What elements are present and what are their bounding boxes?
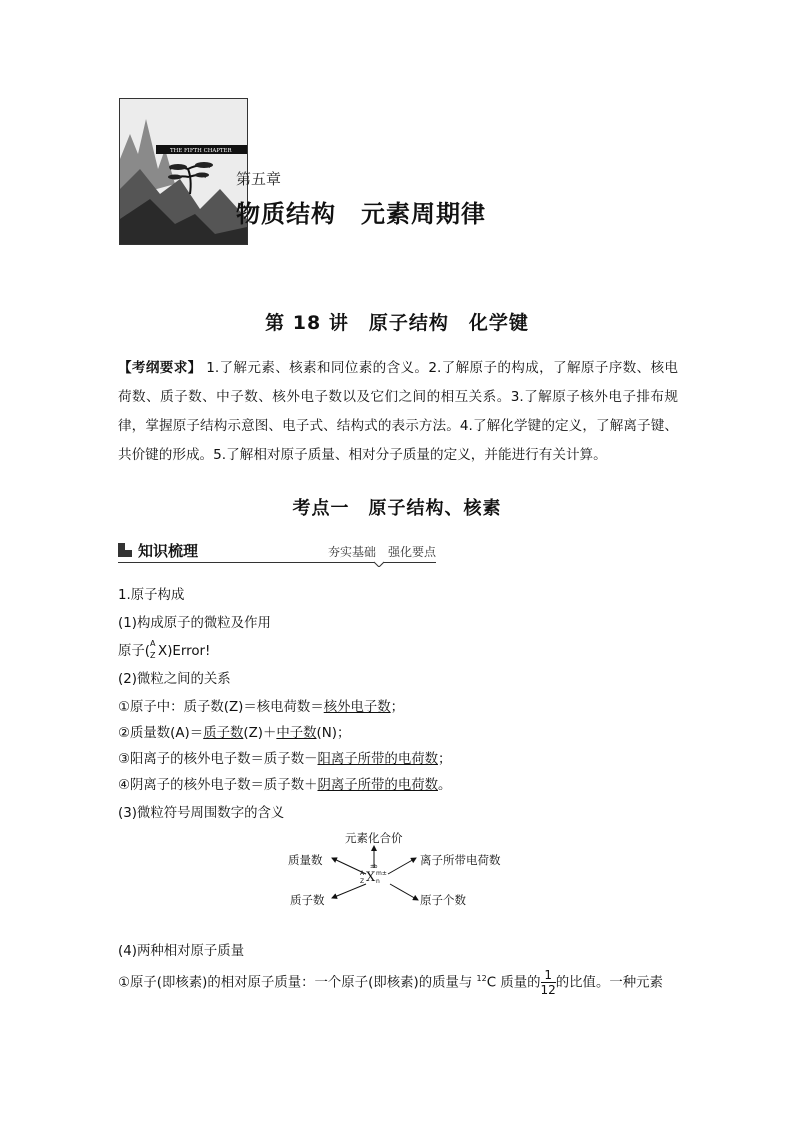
answer-underlined: 核外电子数 xyxy=(323,700,391,715)
relative-mass-line xyxy=(118,968,663,997)
element-symbol: X xyxy=(366,870,376,885)
heading-1-2: (2)微粒之间的关系 xyxy=(118,672,231,687)
text: ①原子(即核素)的相对原子质量：一个原子(即核素)的质量与 xyxy=(118,975,477,991)
mass-number: A xyxy=(150,639,156,648)
exam-requirements xyxy=(118,354,678,470)
text: C 质量的 xyxy=(486,975,541,991)
sup-top: ±b xyxy=(370,864,378,870)
requirements-tag: 【考纲要求】 xyxy=(118,360,202,376)
text: ①原子中：质子数(Z)＝核电荷数＝ xyxy=(118,700,324,715)
text: (Z)＋ xyxy=(243,726,277,741)
answer-underlined: 中子数 xyxy=(276,726,317,741)
text: ②质量数(A)＝ xyxy=(118,726,204,741)
nuclide-symbol-diagram xyxy=(280,830,510,912)
atomic-number: Z xyxy=(150,651,156,660)
isotope-mass: 12 xyxy=(476,974,487,984)
notch-icon xyxy=(374,557,384,567)
answer-underlined: 阳离子所带的电荷数 xyxy=(317,752,438,767)
knowledge-bar-title: 知识梳理 xyxy=(138,542,199,560)
sub-right: n xyxy=(376,878,380,885)
denominator: 12 xyxy=(540,983,556,997)
heading-1-1: (1)构成原子的微粒及作用 xyxy=(118,616,271,631)
label-ion-charge: 离子所带电荷数 xyxy=(420,853,501,867)
label-mass-number: 质量数 xyxy=(288,853,323,867)
relation-line-2 xyxy=(118,722,350,741)
relation-line-3 xyxy=(118,748,451,767)
cover-image-text: THE FIFTH CHAPTER xyxy=(170,148,232,154)
text: 。 xyxy=(438,778,452,793)
sup-right: m± xyxy=(376,870,387,877)
relation-line-4 xyxy=(118,774,451,793)
text: 的比值。一种元素 xyxy=(555,975,663,991)
knowledge-bar xyxy=(118,540,436,566)
chapter-label: 第五章 xyxy=(236,170,282,188)
label-proton-number: 质子数 xyxy=(290,893,325,907)
fraction xyxy=(541,968,556,997)
divider xyxy=(118,562,436,563)
label-atom-count: 原子个数 xyxy=(420,893,466,907)
text: ； xyxy=(438,752,452,767)
text: X)Error! xyxy=(158,644,211,659)
relation-line-1 xyxy=(118,696,404,715)
text: (N)； xyxy=(316,726,351,741)
numerator: 1 xyxy=(541,968,556,983)
text: 原子( xyxy=(118,644,151,659)
text: ④阴离子的核外电子数＝质子数＋ xyxy=(118,778,318,793)
center-symbol xyxy=(360,866,400,888)
sub-left: Z xyxy=(360,878,365,885)
lecture-title: 第 18 讲 原子结构 化学键 xyxy=(265,312,529,334)
chapter-title: 物质结构 元素周期律 xyxy=(236,200,486,228)
heading-1-3: (3)微粒符号周围数字的含义 xyxy=(118,806,285,821)
mountain-landscape-illustration xyxy=(120,99,247,244)
text: ； xyxy=(390,700,405,715)
requirements-text: 1.了解元素、核素和同位素的含义。2.了解原子的构成，了解原子序数、核电荷数、质子数、中子数、核外电子数以及它们之间的相互关系。3.了解原子核外电子排布规律，掌握原子结构示意图、电子式、结构式的表示方法。4.了解化学键的定义，了解离子键、共价键的形成。5.了解相对原子质量、相对分子质量的定义，并能进行有关计算。 xyxy=(118,360,679,463)
nuclide-notation xyxy=(150,639,158,660)
atom-composition-line xyxy=(118,640,210,659)
sup-left: A xyxy=(360,870,365,877)
section-square-icon xyxy=(118,543,132,557)
text: ③阳离子的核外电子数＝质子数－ xyxy=(118,752,318,767)
heading-1-4: (4)两种相对原子质量 xyxy=(118,944,245,959)
knowledge-bar-subtitle: 夯实基础 强化要点 xyxy=(328,545,437,559)
answer-underlined: 阴离子所带的电荷数 xyxy=(317,778,438,793)
section-title: 考点一 原子结构、核素 xyxy=(292,498,502,519)
answer-underlined: 质子数 xyxy=(203,726,244,741)
heading-1: 1.原子构成 xyxy=(118,588,185,603)
chapter-cover-image xyxy=(119,98,248,245)
label-valence: 元素化合价 xyxy=(345,831,403,845)
